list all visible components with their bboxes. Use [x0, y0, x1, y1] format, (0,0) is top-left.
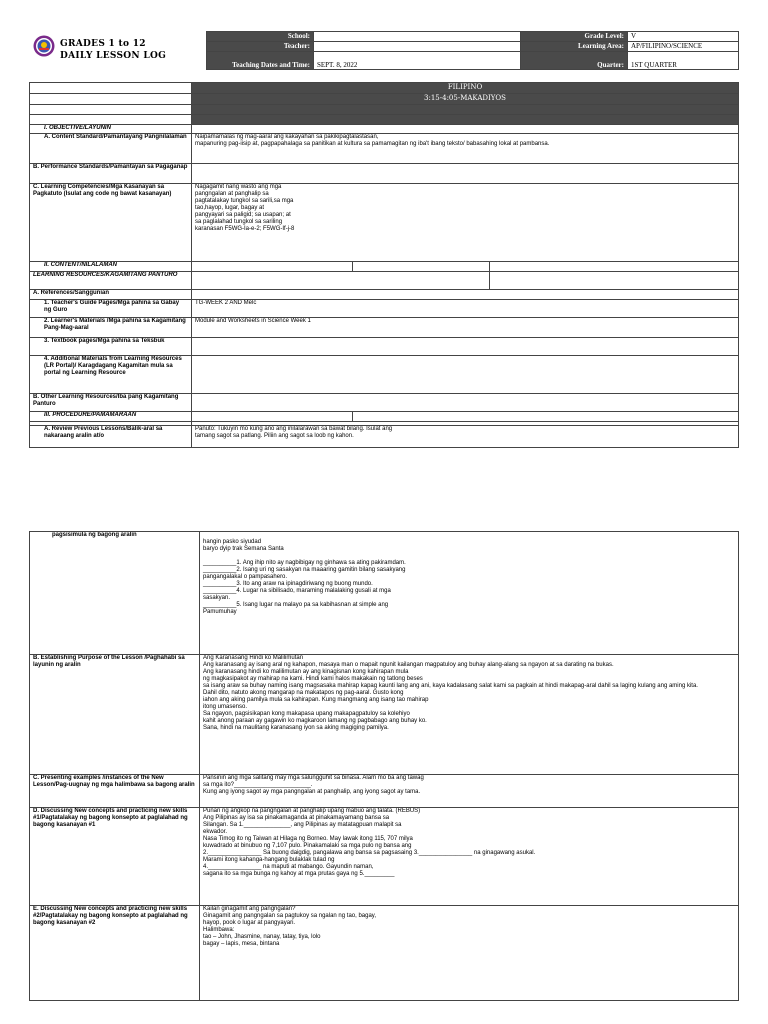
- discussing-concepts-2-value: Kailan ginagamit ang pangngalan? Ginagamit ang pangngalan sa pagtukoy sa ngalan ng tao, bagay, hayop, pook o lugar at pangyayari. Halimbawa: tao – John, Jhasmine, nanay, tatay, tiya, lolo bagay – lapis, mesa, bintana: [200, 906, 739, 1001]
- learning-area-label: Learning Area:: [521, 42, 628, 52]
- teacher-label: Teacher:: [207, 42, 314, 52]
- lesson-table-part1: [29, 82, 739, 448]
- blank-dark-cell: [192, 105, 739, 115]
- discussing-concepts-1-label: D. Discussing New concepts and practicing new skills #1/Pagtatalakay ng bagong konsepto at paglalahad ng bagong kasanayan #1: [30, 808, 200, 906]
- story-line: kahit anong paraan ay gagawin ko magkaroon lamang ng pagbabago ang buhay ko.: [203, 718, 427, 724]
- learners-materials-value: Module and Worksheets in Science Week 1: [192, 318, 739, 338]
- teaching-dates-label: Teaching Dates and Time:: [207, 52, 314, 70]
- content-heading: II. CONTENT/NILALAMAN: [30, 262, 192, 272]
- lesson-table-part2: [29, 531, 739, 1001]
- subject-name: FILIPINO: [192, 83, 739, 94]
- story-line: Sa ngayon, pagsisikapan kong makapasa upang makapagpatuloy sa kolehiyo: [203, 711, 410, 717]
- blank-cell: [490, 272, 739, 290]
- other-resources-label: B. Other Learning Resources/Iba pang Kagamitang Panturo: [30, 394, 192, 412]
- form-title-grades: GRADES 1 to 12: [60, 39, 146, 49]
- discussing-concepts-1-value: Punan ng angkop na pangngalan at panghalip upang mabuo ang talata. (REBUS) Ang Pilipinas ay isa sa pinakamaganda at pinakamayamang bansa sa Silangan. Sa 1.______________, ang Pilipinas ay matatagpuan malapit sa ekwador. Nasa Timog ito ng Taiwan at Hilaga ng Borneo. May lawak itong 115, 707 milya kuwadrado at binubuo ng 7,107 pulo. Pinakamalaki sa mga pulo ng bansa ang 2.________________ Sa buong daigdig, pangalawa ang bansa sa pagsasaing 3.________________ na ginagawang asukal. Marami itong kahanga-hangang bulaklak tulad ng 4.________________ na maputi at mabango. Gayundin naman, sagana ito sa mga bunga ng kahoy at mga prutas gaya ng 5._________: [200, 808, 739, 906]
- content-standard-label: A. Content Standard/Pamantayang Pangnilalaman: [30, 134, 192, 164]
- blank-cell: [192, 272, 490, 290]
- additional-materials-value: [192, 356, 739, 394]
- form-title-dll: DAILY LESSON LOG: [60, 51, 167, 61]
- review-continued-value: hangin pasko siyudad baryo dyip trak Semana Santa __________1. Ang ihip nito ay nagbibigay ng ginhawa sa ating pakiramdam. __________2. Isang uri ng sasakyan na maaaring gamitin bilang sasakyang pangangalakal o pampasahero. __________3. Ito ang araw na ipinagdiriwang ng buong mundo. __________4. Lugar na sibilisado, maraming malalaking gusali at mga sasakyan. __________5. Isang lugar na malayo pa sa kabihasnan at simple ang Pamumuhay: [200, 532, 739, 655]
- performance-standard-value: [192, 164, 739, 184]
- resources-heading: LEARNING RESOURCES/KAGAMITANG PANTURO: [30, 272, 192, 290]
- review-previous-value: Panuto: Tukuyin mo kung ano ang inilalarawan sa bawat bilang. Isulat ang tamang sagot sa patlang. Piliin ang sagot sa loob ng kahon.: [192, 426, 739, 448]
- teachers-guide-label: 1. Teacher's Guide Pages/Mga pahina sa Gabay ng Guro: [30, 300, 192, 318]
- presenting-examples-label: C. Presenting examples /instances of the New Lesson/Pag-uugnay ng mga halimbawa sa bagong aralin: [30, 775, 200, 808]
- blank-cell: [353, 412, 739, 422]
- objective-heading: I. OBJECTIVE/LAYUNIN: [30, 125, 192, 134]
- story-line: itong umasenso.: [203, 704, 248, 710]
- teaching-dates-field[interactable]: SEPT. 8, 2022: [314, 52, 521, 70]
- school-label: School:: [207, 32, 314, 42]
- subject-time: 3:15-4:05-MAKADIYOS: [192, 94, 739, 105]
- establishing-purpose-value: [200, 655, 739, 775]
- review-previous-label: A. Review Previous Lessons/Balik-aral sa nakaraang aralin at/o: [30, 426, 192, 448]
- additional-materials-label: 4. Additional Materials from Learning Resources (LR Portal)/ Karagdagang Kagamitan mula sa portal ng Learning Resource: [30, 356, 192, 394]
- establishing-purpose-label: B. Establishing Purpose of the Lesson /Paghahabi sa layunin ng aralin: [30, 655, 200, 775]
- story-line: Ang karanasang ay isang aral ng kahapon, masaya man o mapait ngunit kailangan magpatuloy ang buhay alang-alang sa ngayon at sa darating na bukas.: [203, 662, 614, 668]
- blank-cell: [30, 83, 192, 94]
- competencies-value: Nagagamit nang wasto ang mga pangngalan at panghalip sa pagtatalakay tungkol sa sarili,sa mga tao,hayop, lugar, bagay at pangyayari sa paligid; sa usapan; at sa paglalahad tungkol sa sariling karanasan F5WG-Ia-e-2; F5WG-If-j-8: [192, 184, 739, 262]
- grade-level-field[interactable]: V: [628, 32, 739, 42]
- blank-cell: [192, 125, 739, 134]
- blank-cell: [192, 412, 353, 422]
- story-line: ng magkasipakot ay mahirap na kami. Hindi kami halos makakain ng tatlong beses: [203, 676, 423, 682]
- discussing-concepts-2-label: E. Discussing New concepts and practicing new skills #2/Pagtatalakay ng bagong konsepto at paglalahad ng bagong kasanayan #2: [30, 906, 200, 1001]
- quarter-field[interactable]: 1ST QUARTER: [628, 52, 739, 70]
- story-line: Ang karanasang hindi ko malilimutan ay ang kinagisnan kong kahirapan mula: [203, 669, 409, 675]
- blank-cell: [30, 105, 192, 115]
- story-title: Ang Karanasang Hindi ko Malilimutan: [203, 655, 304, 661]
- blank-cell: [490, 262, 739, 272]
- school-field[interactable]: [314, 32, 521, 42]
- teachers-guide-value: TG-WEEK 2 AND Melc: [192, 300, 739, 318]
- blank-cell: [30, 115, 192, 125]
- performance-standard-label: B. Performance Standards/Pamantayan sa Pagaganap: [30, 164, 192, 184]
- blank-dark-cell: [192, 115, 739, 125]
- textbook-pages-value: [192, 338, 739, 356]
- teacher-field[interactable]: [314, 42, 521, 52]
- blank-cell: [192, 262, 353, 272]
- story-line: Dahil dito, natuto akong mangarap na makatapos ng pag-aaral. Gusto kong: [203, 690, 404, 696]
- story-line: sa isang araw sa buhay naming isang magsasaka mahirap kapag kaunti lang ang ani, kaya kadalasang salat kami sa pagkain at hindi makapag-aral dahil sa laging kulang ang aming kita.: [203, 683, 698, 689]
- learners-materials-label: 2. Learner's Materials /Mga pahina sa Kagamitang Pang-Mag-aaral: [30, 318, 192, 338]
- deped-seal-logo: [33, 35, 55, 57]
- textbook-pages-label: 3. Textbook pages/Mga pahina sa Teksbuk: [30, 338, 192, 356]
- references-label: A. References/Sanggunian: [30, 290, 192, 300]
- learning-area-field[interactable]: AP/FILIPINO/SCIENCE: [628, 42, 739, 52]
- procedure-heading: III. PROCEDURE/PAMAMARAAN: [30, 412, 192, 422]
- competencies-label: C. Learning Competencies/Mga Kasanayan sa Pagkatuto (Isulat ang code ng bawat kasanayan): [30, 184, 192, 262]
- grade-level-label: Grade Level:: [521, 32, 628, 42]
- header-info-table: [206, 31, 739, 70]
- other-resources-value: [192, 394, 739, 412]
- content-standard-value: Naipamamalas ng mag-aaral ang kakayahan sa pakikipagtalastasan, mapanuring pag-iisip at, pagpapahalaga sa panitikan at kultura sa pamamagitan ng iba't ibang teksto/ babasahing lokal at pambansa.: [192, 134, 739, 164]
- story-line: iahon ang aking pamilya mula sa kahirapan. Kung mangmang ang isang tao mahirap: [203, 697, 429, 703]
- review-continued-label: pagsisimula ng bagong aralin: [30, 532, 200, 655]
- story-line: Sana, hindi na maulitang karanasang iyon sa aking magiging pamilya.: [203, 725, 389, 731]
- blank-cell: [192, 290, 739, 300]
- quarter-label: Quarter:: [521, 52, 628, 70]
- blank-cell: [353, 262, 490, 272]
- blank-cell: [30, 94, 192, 105]
- presenting-examples-value: Pansinin ang mga salitang may mga salungguhit sa binasa. Alam mo ba ang tawag sa mga ito?_______________________. Kung ang iyong sagot ay mga pangngalan at panghalip, ang iyong sagot ay tama.: [200, 775, 739, 808]
